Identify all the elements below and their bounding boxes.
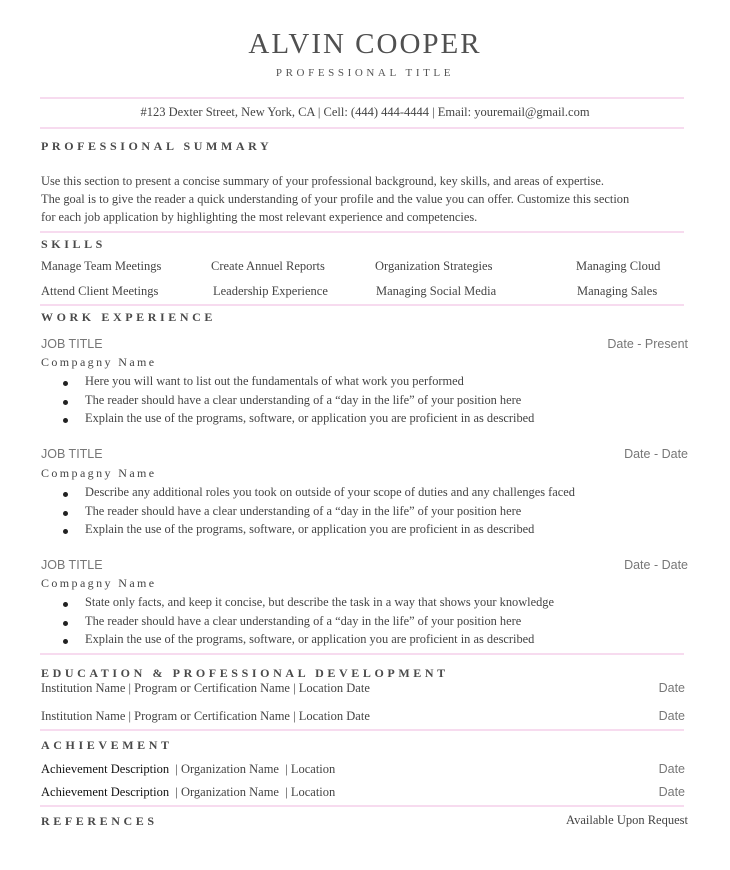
job-bullet: The reader should have a clear understanding of a “day in the life” of your position here (42, 504, 575, 523)
skill-item: Leadership Experience (213, 284, 328, 298)
divider (40, 729, 684, 731)
achievement-date: Date (658, 785, 685, 799)
skill-item: Create Annuel Reports (211, 259, 325, 273)
summary-heading: PROFESSIONAL SUMMARY (41, 139, 273, 153)
job-date: Date - Present (607, 337, 688, 351)
education-entry: Institution Name | Program or Certification Name | Location Date (41, 709, 370, 723)
company-name: Compagny Name (41, 576, 157, 590)
job-bullet: The reader should have a clear understanding of a “day in the life” of your position here (42, 614, 554, 633)
education-entry: Institution Name | Program or Certification Name | Location Date (41, 681, 370, 695)
skill-item: Managing Social Media (376, 284, 497, 298)
job-bullet: State only facts, and keep it concise, but describe the task in a way that shows your knowledge (42, 595, 554, 614)
divider (40, 304, 684, 306)
company-name: Compagny Name (41, 355, 157, 369)
achievement-description: Achievement Description (41, 785, 170, 799)
skills-heading: SKILLS (41, 237, 106, 251)
divider (40, 805, 684, 807)
divider (40, 127, 684, 129)
job-bullets (42, 595, 554, 651)
skill-item: Managing Sales (577, 284, 658, 298)
experience-heading: WORK EXPERIENCE (41, 310, 217, 324)
job-bullet: Describe any additional roles you took on outside of your scope of duties and any challenges faced (42, 485, 575, 504)
summary-line: for each job application by highlighting the most relevant experience and competencies. (41, 210, 478, 224)
divider (40, 97, 684, 99)
education-heading: EDUCATION & PROFESSIONAL DEVELOPMENT (41, 666, 449, 680)
summary-line: The goal is to give the reader a quick understanding of your profile and the value you can offer. Customize this section (41, 192, 630, 206)
skill-item: Manage Team Meetings (41, 259, 162, 273)
skill-item: Organization Strategies (375, 259, 493, 273)
company-name: Compagny Name (41, 466, 157, 480)
candidate-name: ALVIN COOPER (248, 28, 482, 60)
summary-text (41, 172, 691, 226)
job-bullets (42, 374, 534, 430)
job-bullet: Explain the use of the programs, software, or application you are proficient in as described (42, 522, 575, 541)
job-title: JOB TITLE (41, 447, 103, 461)
references-value: Available Upon Request (566, 813, 688, 827)
achievement-details: | Organization Name | Location (169, 762, 336, 776)
contact-line: #123 Dexter Street, New York, CA | Cell: (444) 444-4444 | Email: youremail@gmail.com (140, 105, 590, 119)
job-date: Date - Date (624, 558, 688, 572)
job-bullets (42, 485, 575, 541)
education-date: Date (658, 681, 685, 695)
skill-item: Managing Cloud (576, 259, 661, 273)
job-bullet: Explain the use of the programs, software, or application you are proficient in as described (42, 632, 554, 651)
references-heading: REFERENCES (41, 814, 158, 828)
achievement-date: Date (658, 762, 685, 776)
job-title: JOB TITLE (41, 558, 103, 572)
job-date: Date - Date (624, 447, 688, 461)
divider (40, 231, 684, 233)
achievement-description: Achievement Description (41, 762, 170, 776)
achievement-entry (41, 785, 335, 800)
job-bullet: Explain the use of the programs, software, or application you are proficient in as described (42, 411, 534, 430)
divider (40, 653, 684, 655)
summary-line: Use this section to present a concise summary of your professional background, key skills, and areas of expertise. (41, 174, 604, 188)
job-bullet: The reader should have a clear understanding of a “day in the life” of your position here (42, 393, 534, 412)
achievement-entry (41, 762, 335, 777)
job-title: JOB TITLE (41, 337, 103, 351)
achievement-heading: ACHIEVEMENT (41, 738, 173, 752)
professional-title: PROFESSIONAL TITLE (275, 67, 455, 79)
job-bullet: Here you will want to list out the fundamentals of what work you performed (42, 374, 534, 393)
skill-item: Attend Client Meetings (41, 284, 159, 298)
education-date: Date (658, 709, 685, 723)
achievement-details: | Organization Name | Location (169, 785, 336, 799)
